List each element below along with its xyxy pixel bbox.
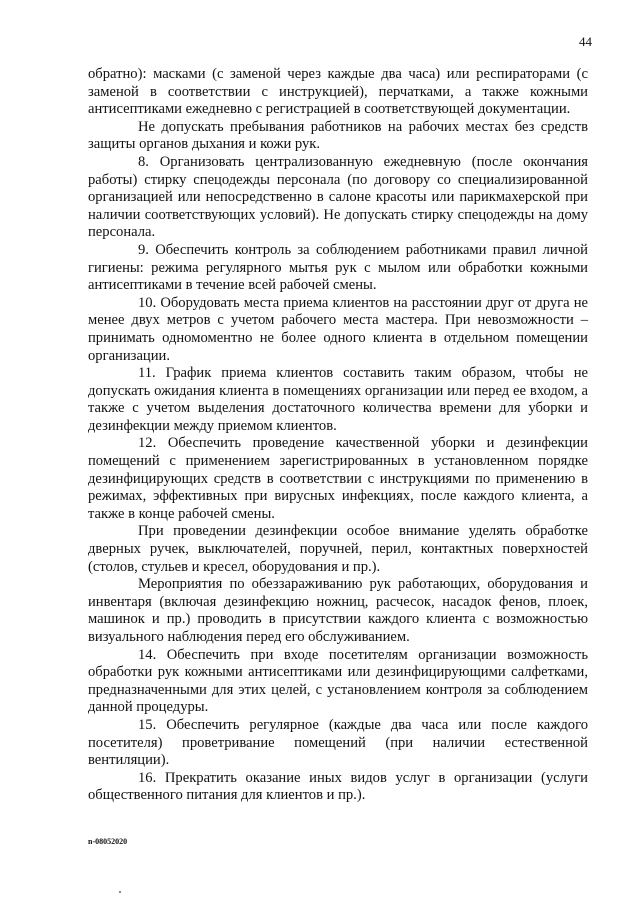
paragraph-item-9: 9. Обеспечить контроль за соблюдением работниками правил личной гигиены: режима регулярного мытья рук с мылом или обработки кожными антисептиками в течение всей рабочей смены. <box>88 241 588 294</box>
paragraph-item-12: 12. Обеспечить проведение качественной уборки и дезинфекции помещений с применением зарегистрированных в установленном порядке дезинфицирующих средств в соответствии с инструкциями по применению в режимах, эффективных при вирусных инфекциях, после каждого клиента, а также в конце рабочей смены. <box>88 435 588 522</box>
page-number: 44 <box>579 34 592 49</box>
paragraph-disinfection-attention: При проведении дезинфекции особое внимание уделять обработке дверных ручек, выключателей, поручней, перил, контактных поверхностей (столов, стульев и кресел, оборудования и пр.). <box>88 523 588 575</box>
paragraph-item-10: 10. Оборудовать места приема клиентов на расстоянии друг от друга не менее двух метров с учетом рабочего места мастера. При невозможности – принимать одномоментно не более одного клиента в отдельном помещении организации. <box>88 294 588 364</box>
paragraph-item-8: 8. Организовать централизованную ежедневную (после окончания работы) стирку спецодежды персонала (по договору со специализированной организацией или непосредственно в салоне красоты или парикмахерской при наличии соответствующих условий). Не допускать стирку спецодежды на дому персонала. <box>88 153 588 241</box>
paragraph-continuation: обратно): масками (с заменой через каждые два часа) или респираторами (с заменой в соответствии с инструкцией), перчатками, а также кожными антисептиками ежедневно с регистрацией в соответствующей документации. <box>88 66 588 118</box>
paragraph-hand-disinfection: Мероприятия по обеззараживанию рук работающих, оборудования и инвентаря (включая дезинфекцию ножниц, расчесок, насадок фенов, плоек, машинок и пр.) проводить в присутствии каждого клиента с возможностью визуального наблюдения перед его обслуживанием. <box>88 576 588 645</box>
paragraph-item-11: 11. График приема клиентов составить таким образом, чтобы не допускать ожидания клиента в помещениях организации или перед ее входом, а также с учетом выделения достаточного количества времени для уборки и дезинфекции между приемом клиентов. <box>88 365 588 434</box>
document-body <box>88 66 588 805</box>
paragraph-protective-equipment: Не допускать пребывания работников на рабочих местах без средств защиты органов дыхания и кожи рук. <box>88 118 588 153</box>
paragraph-item-15: 15. Обеспечить регулярное (каждые два часа или после каждого посетителя) проветривание помещений (при наличии естественной вентиляции). <box>88 716 588 769</box>
document-code: n-08052020 <box>88 837 128 846</box>
scan-speck <box>119 891 121 893</box>
paragraph-item-14: 14. Обеспечить при входе посетителям организации возможность обработки рук кожными антисептиками или дезинфицирующими салфетками, предназначенными для этих целей, с установлением контроля за соблюдением данной процедуры. <box>88 646 588 716</box>
paragraph-item-16: 16. Прекратить оказание иных видов услуг в организации (услуги общественного питания для клиентов и пр.). <box>88 769 588 804</box>
